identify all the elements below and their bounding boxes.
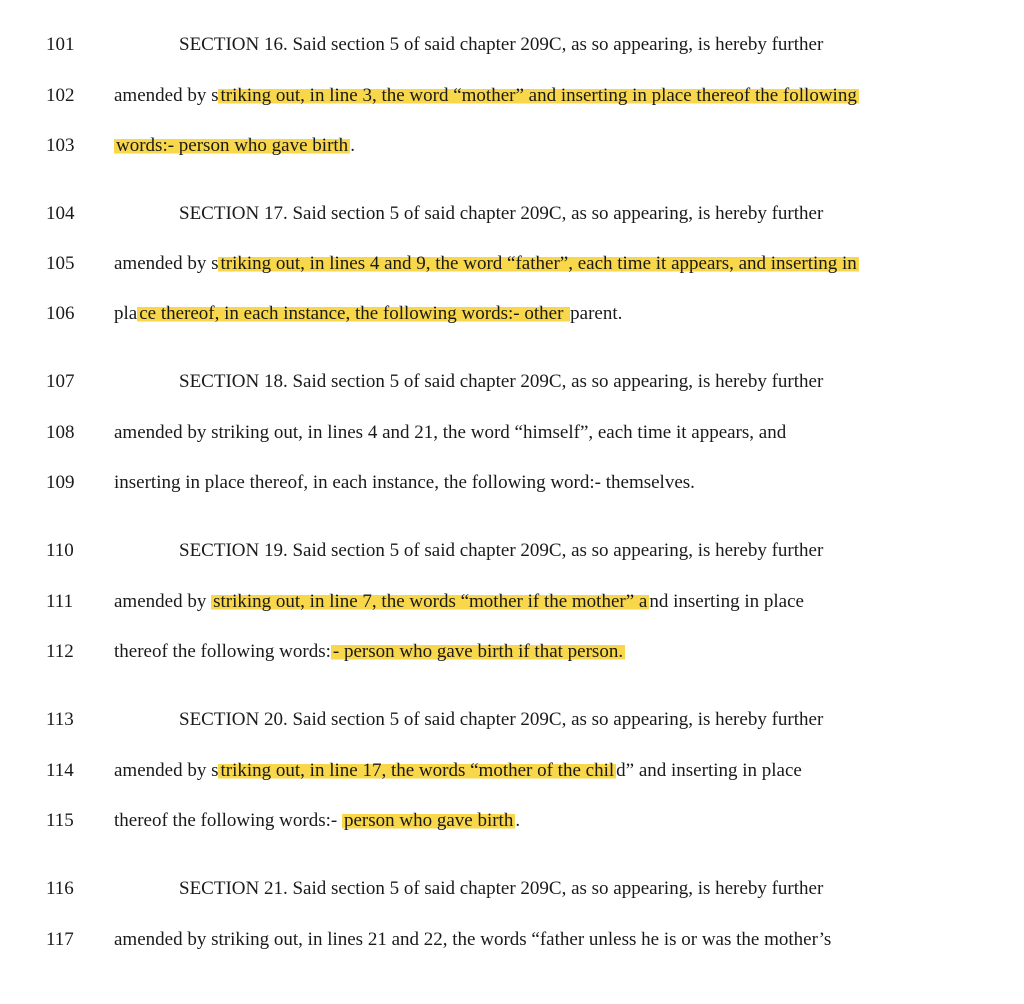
line-text bbox=[114, 247, 859, 281]
line-number: 112 bbox=[46, 641, 74, 662]
line-number: 106 bbox=[46, 303, 75, 324]
line-number: 102 bbox=[46, 85, 75, 106]
line-number: 109 bbox=[46, 472, 75, 493]
line-101 bbox=[0, 28, 1024, 62]
highlighted-segment: person who gave birth bbox=[343, 810, 514, 831]
line-116 bbox=[0, 872, 1024, 906]
line-112 bbox=[0, 635, 1024, 669]
line-text bbox=[114, 635, 625, 669]
line-text bbox=[114, 466, 695, 500]
line-number: 113 bbox=[46, 709, 74, 730]
line-115 bbox=[0, 804, 1024, 838]
line-text bbox=[179, 534, 823, 568]
line-text bbox=[179, 197, 823, 231]
line-number: 116 bbox=[46, 878, 74, 899]
text-segment: . bbox=[350, 135, 355, 156]
line-text bbox=[114, 923, 831, 957]
line-108 bbox=[0, 416, 1024, 450]
line-number: 101 bbox=[46, 34, 75, 55]
line-text bbox=[179, 28, 823, 62]
text-segment: parent. bbox=[570, 303, 623, 324]
line-text bbox=[179, 703, 823, 737]
line-text bbox=[114, 754, 802, 788]
line-text bbox=[114, 129, 355, 163]
line-number: 108 bbox=[46, 422, 75, 443]
text-segment: SECTION 20. Said section 5 of said chapter 209C, as so appearing, is hereby further bbox=[179, 709, 824, 730]
line-number: 110 bbox=[46, 540, 74, 561]
line-number: 115 bbox=[46, 810, 74, 831]
line-111 bbox=[0, 585, 1024, 619]
text-segment: inserting in place thereof, in each instance, the following word:- themselves. bbox=[114, 472, 695, 493]
text-segment: amended by striking out, in lines 21 and 22, the words “father unless he is or was the mother’s bbox=[114, 929, 832, 950]
text-segment: nd inserting in place bbox=[649, 591, 804, 612]
line-113 bbox=[0, 703, 1024, 737]
text-segment: SECTION 17. Said section 5 of said chapter 209C, as so appearing, is hereby further bbox=[179, 203, 824, 224]
text-segment: amended by s bbox=[114, 85, 219, 106]
text-segment: amended by s bbox=[114, 253, 219, 274]
text-segment: SECTION 19. Said section 5 of said chapter 209C, as so appearing, is hereby further bbox=[179, 540, 824, 561]
line-text bbox=[114, 416, 786, 450]
line-110 bbox=[0, 534, 1024, 568]
line-text bbox=[114, 297, 622, 331]
text-segment: SECTION 16. Said section 5 of said chapter 209C, as so appearing, is hereby further bbox=[179, 34, 824, 55]
line-number: 104 bbox=[46, 203, 75, 224]
line-number: 105 bbox=[46, 253, 75, 274]
highlighted-segment: triking out, in line 17, the words “mother of the chil bbox=[220, 760, 615, 781]
text-segment: . bbox=[515, 810, 521, 831]
line-107 bbox=[0, 365, 1024, 399]
line-text bbox=[114, 585, 804, 619]
line-102 bbox=[0, 79, 1024, 113]
line-text bbox=[114, 79, 859, 113]
highlighted-segment: striking out, in line 7, the words “mother if the mother” a bbox=[213, 591, 648, 612]
text-segment: d” and inserting in place bbox=[616, 760, 802, 781]
line-114 bbox=[0, 754, 1024, 788]
line-103 bbox=[0, 129, 1024, 163]
text-segment: SECTION 21. Said section 5 of said chapter 209C, as so appearing, is hereby further bbox=[179, 878, 824, 899]
line-text bbox=[179, 872, 823, 906]
line-number: 117 bbox=[46, 929, 74, 950]
line-number: 107 bbox=[46, 371, 75, 392]
line-text bbox=[114, 804, 520, 838]
text-segment: amended by bbox=[114, 591, 212, 612]
line-117 bbox=[0, 923, 1024, 957]
highlighted-segment: triking out, in line 3, the word “mother” and inserting in place thereof the following bbox=[220, 85, 857, 106]
highlighted-segment: triking out, in lines 4 and 9, the word “father”, each time it appears, and inserting in bbox=[220, 253, 857, 274]
text-segment: pla bbox=[114, 303, 138, 324]
text-segment: thereof the following words:- bbox=[114, 810, 342, 831]
highlighted-segment: ce thereof, in each instance, the following words:- other bbox=[139, 303, 569, 324]
highlighted-segment: words:- person who gave birth bbox=[116, 135, 349, 156]
line-number: 111 bbox=[46, 591, 74, 612]
line-number: 103 bbox=[46, 135, 75, 156]
text-segment: thereof the following words: bbox=[114, 641, 331, 662]
line-104 bbox=[0, 197, 1024, 231]
line-106 bbox=[0, 297, 1024, 331]
text-segment: SECTION 18. Said section 5 of said chapter 209C, as so appearing, is hereby further bbox=[179, 371, 824, 392]
highlighted-segment: - person who gave birth if that person. bbox=[332, 641, 624, 662]
line-105 bbox=[0, 247, 1024, 281]
text-segment: amended by s bbox=[114, 760, 219, 781]
line-109 bbox=[0, 466, 1024, 500]
line-number: 114 bbox=[46, 760, 74, 781]
text-segment: amended by striking out, in lines 4 and 21, the word “himself”, each time it appears, and bbox=[114, 422, 787, 443]
line-text bbox=[179, 365, 823, 399]
